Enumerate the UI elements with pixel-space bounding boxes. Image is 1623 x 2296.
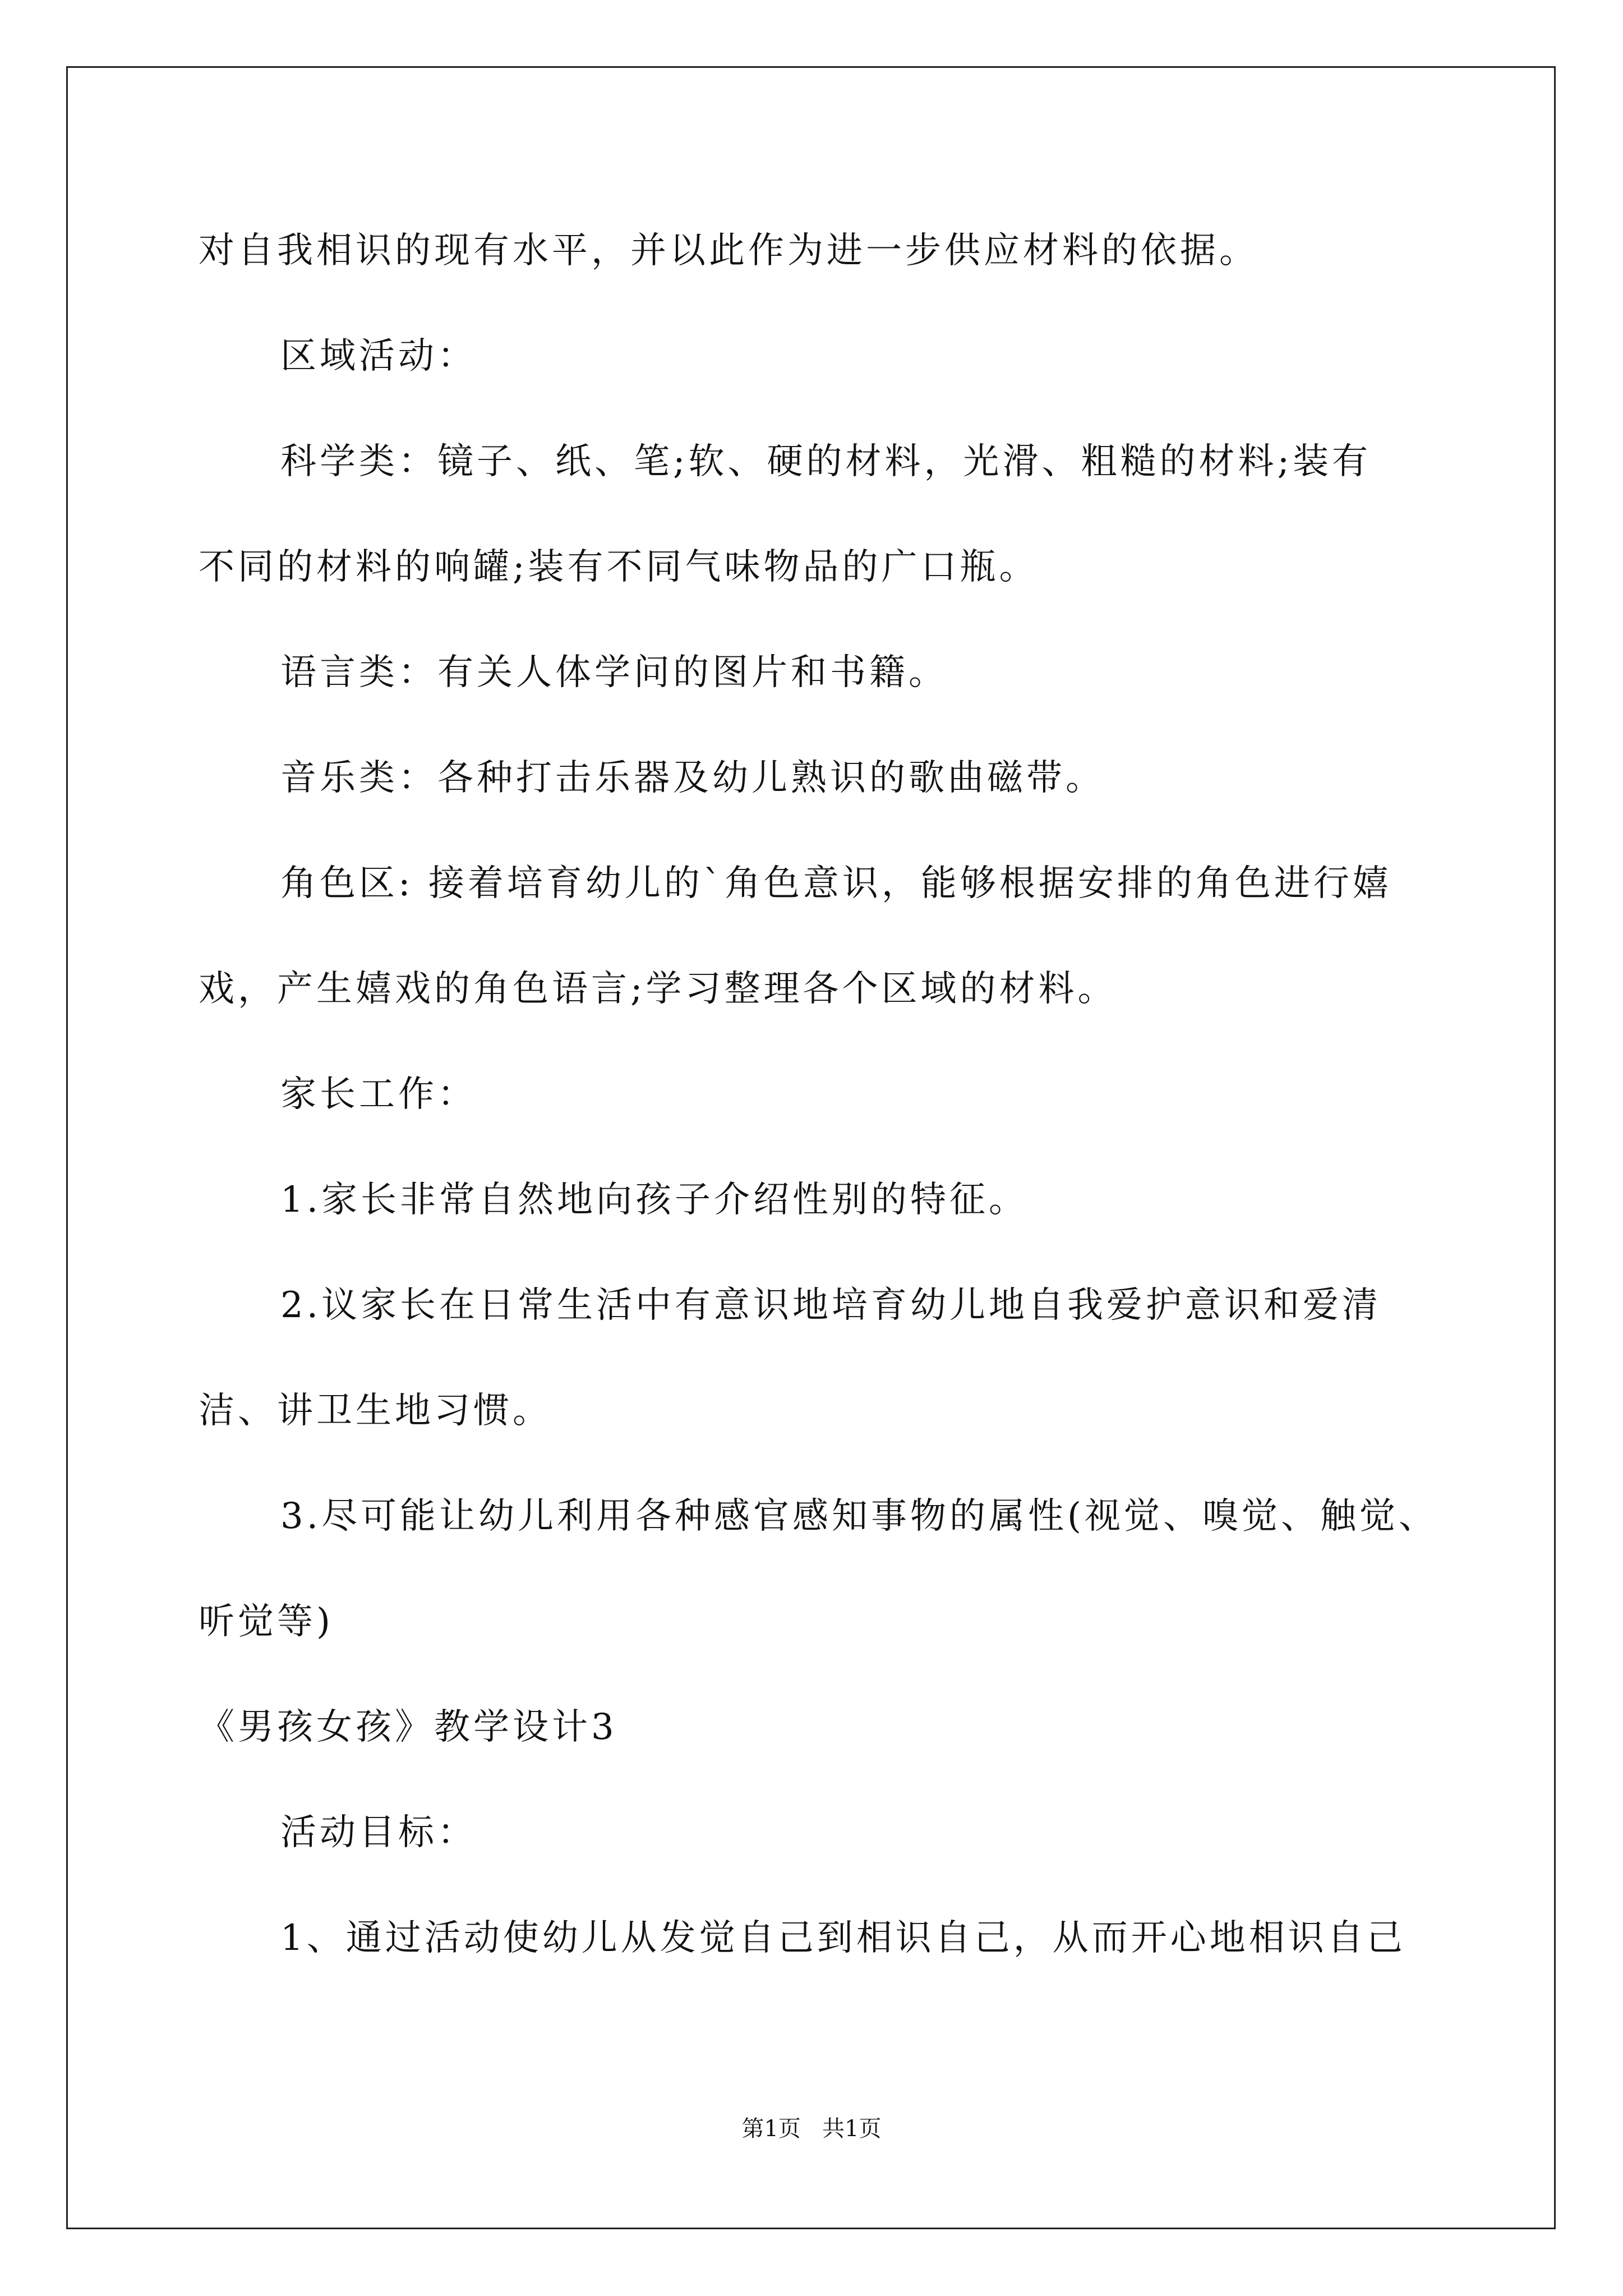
paragraph-line: 科学类：镜子、纸、笔;软、硬的材料，光滑、粗糙的材料;装有 bbox=[280, 441, 1372, 482]
paragraph-line: 戏，产生嬉戏的角色语言;学习整理各个区域的材料。 bbox=[199, 968, 1117, 1010]
section-heading-region-activities: 区域活动： bbox=[280, 335, 477, 377]
paragraph-line: 语言类：有关人体学问的图片和书籍。 bbox=[280, 652, 948, 693]
paragraph-line: 不同的材料的响罐;装有不同气味物品的广口瓶。 bbox=[199, 546, 1039, 588]
list-item: 3.尽可能让幼儿利用各种感官感知事物的属性(视觉、嗅觉、触觉、 bbox=[280, 1496, 1438, 1537]
paragraph-line: 音乐类：各种打击乐器及幼儿熟识的歌曲磁带。 bbox=[280, 757, 1105, 799]
section-title: 《男孩女孩》教学设计3 bbox=[199, 1706, 617, 1748]
paragraph-line: 听觉等) bbox=[199, 1601, 334, 1642]
section-heading-parent-work: 家长工作： bbox=[280, 1074, 477, 1115]
list-item: 1.家长非常自然地向孩子介绍性别的特征。 bbox=[280, 1179, 1029, 1221]
section-heading-activity-goals: 活动目标： bbox=[280, 1812, 477, 1853]
page-border bbox=[66, 66, 1556, 2229]
paragraph-line: 对自我相识的现有水平，并以此作为进一步供应材料的依据。 bbox=[199, 230, 1258, 272]
paragraph-line: 角色区: 接着培育幼儿的`角色意识，能够根据安排的角色进行嬉 bbox=[280, 863, 1392, 904]
paragraph-line: 洁、讲卫生地习惯。 bbox=[199, 1390, 552, 1432]
list-item: 2.议家长在日常生活中有意识地培育幼儿地自我爱护意识和爱清 bbox=[280, 1285, 1382, 1326]
page-footer: 第1页 共1页 bbox=[741, 2116, 882, 2142]
list-item: 1、通过活动使幼儿从发觉自己到相识自己，从而开心地相识自己 bbox=[280, 1917, 1406, 1959]
